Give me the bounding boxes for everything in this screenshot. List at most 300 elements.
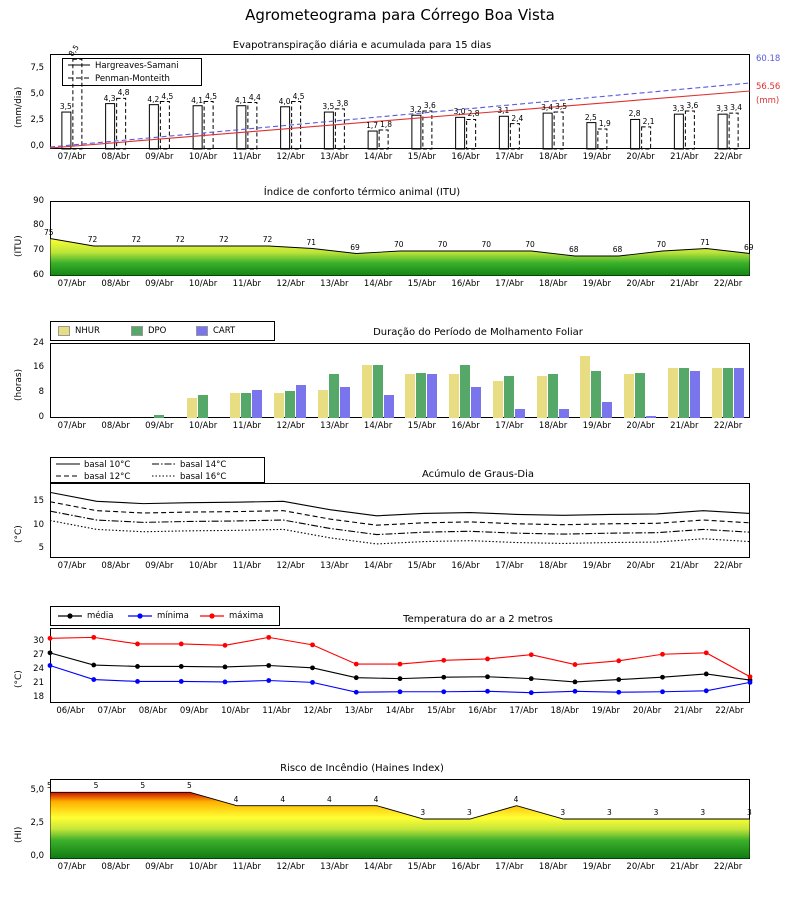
temperatura-marker bbox=[573, 689, 578, 694]
temperatura-marker bbox=[179, 664, 184, 669]
x-tick-label: 14/Abr bbox=[363, 421, 393, 431]
x-tick-label: 17/Abr bbox=[495, 152, 524, 162]
x-tick-label: 16/Abr bbox=[468, 706, 497, 716]
temperatura-marker bbox=[354, 662, 359, 667]
haines-value-label: 4 bbox=[233, 794, 239, 804]
x-tick-label: 10/Abr bbox=[188, 561, 218, 571]
x-tick-label: 16/Abr bbox=[451, 421, 480, 431]
temperatura-marker bbox=[660, 652, 665, 657]
bar-penman bbox=[160, 102, 169, 150]
itu-value-label: 70 bbox=[481, 240, 492, 249]
bar-penman bbox=[335, 109, 344, 149]
bar-nhur bbox=[493, 381, 503, 419]
panel4-title: Acúmulo de Graus-Dia bbox=[421, 469, 535, 480]
bar-nhur bbox=[362, 365, 372, 418]
x-tick-label: 21/Abr bbox=[670, 279, 699, 289]
itu-value-label: 68 bbox=[569, 245, 579, 254]
temperatura-marker bbox=[660, 689, 665, 694]
x-tick-label: 22/Abr bbox=[713, 421, 743, 431]
bar-hargreaves bbox=[674, 114, 683, 149]
temperatura-marker bbox=[135, 642, 140, 647]
x-tick-label: 09/Abr bbox=[145, 862, 174, 872]
bar-dpo bbox=[329, 374, 339, 418]
panel4-legend-label-2: basal 14°C bbox=[180, 460, 227, 470]
temperatura-marker bbox=[310, 665, 315, 670]
panel3-legend-label-0: NHUR bbox=[75, 326, 100, 336]
panel4-legend-label-0: basal 10°C bbox=[84, 460, 131, 470]
bar-cart bbox=[296, 385, 306, 418]
bar-penman bbox=[117, 98, 126, 149]
x-tick-label: 14/Abr bbox=[363, 279, 393, 289]
bar-hargreaves bbox=[324, 112, 333, 149]
temperatura-marker bbox=[223, 665, 228, 670]
temperatura-marker bbox=[179, 679, 184, 684]
x-tick-label: 09/Abr bbox=[145, 152, 174, 162]
panel1-ytick-1: 2,5 bbox=[30, 115, 44, 125]
haines-value-label: 5 bbox=[93, 781, 99, 791]
x-tick-label: 07/Abr bbox=[57, 561, 87, 571]
bar-cart bbox=[340, 387, 350, 418]
itu-value-label: 70 bbox=[525, 240, 535, 249]
x-tick-label: 13/Abr bbox=[344, 706, 373, 716]
bar-value-label: 2,1 bbox=[642, 116, 655, 126]
panel4-legend-label-1: basal 12°C bbox=[84, 472, 131, 482]
x-tick-label: 11/Abr bbox=[232, 152, 262, 162]
temperatura-marker bbox=[398, 676, 403, 681]
temperatura-marker bbox=[485, 674, 490, 679]
itu-value-label: 68 bbox=[612, 245, 623, 254]
panel1-legend-label-1: Penman-Monteith bbox=[95, 74, 170, 84]
bar-hargreaves bbox=[62, 112, 71, 149]
bar-value-label: 4,0 bbox=[278, 96, 291, 106]
x-tick-label: 10/Abr bbox=[188, 152, 218, 162]
bar-dpo bbox=[591, 371, 601, 418]
itu-value-label: 72 bbox=[219, 235, 229, 244]
bar-value-label: 3,6 bbox=[423, 101, 436, 110]
x-tick-label: 20/Abr bbox=[626, 152, 655, 162]
bar-value-label: 1,8 bbox=[380, 120, 393, 129]
x-tick-label: 17/Abr bbox=[495, 279, 524, 289]
bar-value-label: 2,5 bbox=[584, 112, 597, 122]
x-tick-label: 18/Abr bbox=[538, 421, 568, 431]
x-tick-label: 18/Abr bbox=[538, 862, 568, 872]
bar-hargreaves bbox=[718, 114, 727, 149]
panel5-ytick-3: 27 bbox=[33, 650, 44, 660]
temperatura-marker bbox=[354, 690, 359, 695]
temperatura-marker bbox=[616, 677, 621, 682]
bar-cart bbox=[646, 416, 656, 418]
x-tick-label: 18/Abr bbox=[538, 561, 568, 571]
x-tick-label: 09/Abr bbox=[179, 706, 209, 716]
bar-nhur bbox=[537, 376, 547, 418]
x-tick-label: 08/Abr bbox=[101, 152, 130, 162]
temperatura-marker bbox=[135, 679, 140, 684]
bar-dpo bbox=[460, 365, 470, 418]
temperatura-marker bbox=[310, 642, 315, 647]
bar-nhur bbox=[187, 398, 197, 418]
bar-value-label: 3,4 bbox=[730, 103, 743, 113]
temperatura-marker bbox=[266, 635, 271, 640]
panel2-ylabel: (ITU) bbox=[14, 235, 24, 257]
x-tick-label: 07/Abr bbox=[97, 706, 126, 716]
bar-nhur bbox=[449, 374, 459, 418]
temperatura-marker bbox=[485, 657, 490, 662]
bar-value-label: 3,5 bbox=[322, 102, 335, 112]
haines-value-label: 3 bbox=[467, 808, 472, 817]
bar-penman bbox=[554, 112, 563, 149]
x-tick-label: 22/Abr bbox=[713, 152, 743, 162]
x-tick-label: 08/Abr bbox=[101, 862, 130, 872]
bar-hargreaves bbox=[193, 106, 202, 149]
temperatura-marker bbox=[704, 672, 709, 677]
temperatura-marker bbox=[48, 663, 53, 668]
temperatura-marker bbox=[573, 680, 578, 685]
panel-molhamento-foliar bbox=[0, 315, 800, 440]
temperatura-marker bbox=[529, 690, 534, 695]
haines-value-label: 3 bbox=[700, 808, 706, 817]
temperatura-marker bbox=[91, 635, 96, 640]
panel4-legend-label-3: basal 16°C bbox=[180, 472, 227, 482]
x-tick-label: 18/Abr bbox=[538, 152, 568, 162]
bar-value-label: 4,8 bbox=[117, 88, 130, 98]
panel3-legend-label-2: CART bbox=[213, 326, 236, 336]
bar-value-label: 4,1 bbox=[191, 95, 204, 105]
panel5-ytick-2: 24 bbox=[33, 664, 44, 674]
x-tick-label: 15/Abr bbox=[407, 862, 437, 872]
temperatura-marker bbox=[223, 680, 228, 685]
bar-value-label: 2,4 bbox=[511, 113, 524, 123]
x-tick-label: 10/Abr bbox=[188, 421, 218, 431]
x-tick-label: 13/Abr bbox=[320, 279, 349, 289]
x-tick-label: 19/Abr bbox=[582, 421, 612, 431]
bar-value-label: 3,5 bbox=[59, 102, 72, 112]
haines-value-label: 3 bbox=[747, 808, 752, 817]
temperatura-marker bbox=[660, 675, 665, 680]
bar-nhur bbox=[668, 368, 678, 418]
haines-value-label: 4 bbox=[373, 794, 379, 804]
x-tick-label: 11/Abr bbox=[262, 706, 291, 716]
bar-cart bbox=[690, 371, 700, 418]
bar-dpo bbox=[416, 373, 426, 418]
bar-penman bbox=[729, 113, 738, 149]
temperatura-marker bbox=[748, 680, 753, 685]
itu-value-label: 72 bbox=[87, 235, 98, 244]
x-tick-label: 07/Abr bbox=[57, 421, 87, 431]
itu-value-label: 70 bbox=[437, 240, 448, 249]
haines-value-label: 4 bbox=[327, 794, 332, 804]
bar-nhur bbox=[580, 356, 590, 419]
haines-value-label: 5 bbox=[47, 781, 52, 791]
panel4-ylabel: (°C) bbox=[14, 525, 24, 543]
bar-value-label: 1,9 bbox=[598, 118, 611, 128]
temperatura-marker bbox=[354, 675, 359, 680]
bar-dpo bbox=[548, 374, 558, 418]
temperatura-marker bbox=[398, 689, 403, 694]
panel3-legend-swatch-cart bbox=[196, 326, 208, 336]
temperatura-marker bbox=[48, 650, 53, 655]
itu-value-label: 69 bbox=[744, 242, 754, 252]
panel5-title: Temperatura do ar a 2 metros bbox=[403, 614, 553, 625]
x-tick-label: 13/Abr bbox=[320, 561, 349, 571]
x-tick-label: 10/Abr bbox=[188, 279, 218, 289]
bar-cart bbox=[252, 390, 262, 418]
x-tick-label: 22/Abr bbox=[713, 862, 743, 872]
temperatura-marker bbox=[91, 663, 96, 668]
bar-hargreaves bbox=[631, 119, 640, 149]
bar-value-label: 3,1 bbox=[497, 106, 510, 116]
bar-penman bbox=[642, 127, 651, 149]
itu-value-label: 72 bbox=[131, 235, 142, 244]
x-tick-label: 21/Abr bbox=[670, 561, 699, 571]
panel3-ytick-0: 0 bbox=[38, 412, 44, 422]
x-tick-label: 21/Abr bbox=[670, 421, 699, 431]
x-tick-label: 08/Abr bbox=[101, 279, 130, 289]
bar-nhur bbox=[624, 374, 634, 418]
itu-value-label: 71 bbox=[700, 237, 710, 247]
x-tick-label: 16/Abr bbox=[451, 279, 480, 289]
temperatura-marker bbox=[704, 688, 709, 693]
x-tick-label: 12/Abr bbox=[276, 421, 305, 431]
x-tick-label: 14/Abr bbox=[363, 152, 393, 162]
bar-value-label: 4,2 bbox=[147, 94, 160, 104]
x-tick-label: 16/Abr bbox=[451, 561, 480, 571]
temperatura-marker bbox=[441, 675, 446, 680]
x-tick-label: 21/Abr bbox=[670, 862, 699, 872]
haines-value-label: 3 bbox=[420, 808, 426, 817]
panel4-ytick-2: 15 bbox=[33, 496, 44, 506]
x-tick-label: 10/Abr bbox=[221, 706, 250, 716]
bar-dpo bbox=[198, 395, 208, 418]
x-tick-label: 17/Abr bbox=[495, 862, 524, 872]
panel1-accum-red: 56.56 bbox=[756, 82, 781, 92]
bar-nhur bbox=[712, 368, 722, 418]
bar-hargreaves bbox=[499, 116, 508, 149]
bar-hargreaves bbox=[237, 106, 246, 149]
panel-evapotranspiracao bbox=[0, 28, 800, 173]
x-tick-label: 08/Abr bbox=[101, 421, 130, 431]
x-tick-label: 20/Abr bbox=[626, 561, 655, 571]
bar-nhur bbox=[318, 390, 328, 418]
bar-value-label: 4,1 bbox=[234, 95, 247, 105]
temperatura-line bbox=[50, 637, 750, 676]
bar-hargreaves bbox=[412, 115, 421, 149]
x-tick-label: 15/Abr bbox=[407, 279, 437, 289]
x-tick-label: 14/Abr bbox=[385, 706, 415, 716]
bar-cart bbox=[602, 402, 612, 418]
temperatura-marker bbox=[529, 652, 534, 657]
x-tick-label: 16/Abr bbox=[451, 862, 480, 872]
bar-penman bbox=[379, 130, 388, 149]
bar-dpo bbox=[285, 391, 295, 418]
temperatura-marker bbox=[704, 650, 709, 655]
panel1-ytick-0: 0,0 bbox=[30, 141, 44, 151]
bar-value-label: 3,2 bbox=[409, 105, 422, 115]
temperatura-marker bbox=[179, 642, 184, 647]
panel4-ytick-1: 10 bbox=[33, 520, 44, 530]
temperatura-marker bbox=[573, 662, 578, 667]
panel1-legend-label-0: Hargreaves-Samani bbox=[95, 61, 179, 71]
itu-value-label: 72 bbox=[262, 235, 273, 244]
bar-penman bbox=[685, 111, 694, 149]
panel-temperatura bbox=[0, 600, 800, 725]
panel3-title: Duração do Período de Molhamento Foliar bbox=[373, 327, 583, 338]
temperatura-marker bbox=[91, 677, 96, 682]
bar-nhur bbox=[274, 393, 284, 418]
x-tick-label: 10/Abr bbox=[188, 862, 218, 872]
panel2-ytick-1: 70 bbox=[33, 245, 44, 255]
bar-value-label: 3,3 bbox=[716, 104, 729, 114]
x-tick-label: 12/Abr bbox=[276, 152, 305, 162]
x-tick-label: 12/Abr bbox=[303, 706, 332, 716]
panel5-legend-label-2: máxima bbox=[229, 611, 264, 621]
itu-value-label: 71 bbox=[306, 237, 317, 247]
bar-dpo bbox=[241, 393, 251, 418]
x-tick-label: 11/Abr bbox=[232, 421, 262, 431]
panel1-accum-line-pm bbox=[50, 83, 750, 147]
x-tick-label: 21/Abr bbox=[674, 706, 703, 716]
bar-value-label: 3,8 bbox=[336, 98, 349, 108]
itu-value-label: 69 bbox=[350, 242, 360, 252]
bar-value-label: 3,3 bbox=[672, 104, 685, 114]
bar-hargreaves bbox=[149, 105, 158, 149]
x-tick-label: 13/Abr bbox=[320, 862, 349, 872]
panel5-ytick-4: 30 bbox=[33, 636, 44, 646]
bar-value-label: 3,5 bbox=[555, 102, 568, 112]
temperatura-marker bbox=[266, 678, 271, 683]
bar-penman bbox=[248, 103, 257, 149]
panel3-ytick-3: 24 bbox=[33, 338, 44, 348]
panel5-ylabel: (°C) bbox=[14, 670, 24, 688]
x-tick-label: 07/Abr bbox=[57, 862, 87, 872]
x-tick-label: 19/Abr bbox=[591, 706, 621, 716]
temperatura-marker bbox=[529, 676, 534, 681]
panel3-legend-swatch-dpo bbox=[131, 326, 143, 336]
x-tick-label: 14/Abr bbox=[363, 561, 393, 571]
bar-dpo bbox=[723, 368, 733, 418]
panel3-ytick-2: 16 bbox=[33, 362, 44, 372]
panel3-ytick-1: 8 bbox=[38, 387, 44, 397]
bar-cart bbox=[559, 409, 569, 418]
bar-value-label: 2,8 bbox=[628, 109, 641, 119]
haines-value-label: 3 bbox=[607, 808, 612, 817]
bar-dpo bbox=[679, 368, 689, 418]
bar-hargreaves bbox=[368, 131, 377, 149]
temperatura-marker bbox=[266, 663, 271, 668]
x-tick-label: 19/Abr bbox=[582, 862, 612, 872]
panel2-ytick-2: 80 bbox=[33, 220, 44, 230]
bar-penman bbox=[510, 124, 519, 149]
x-tick-label: 19/Abr bbox=[582, 279, 612, 289]
panel6-ytick-1: 2,5 bbox=[30, 818, 44, 828]
temperatura-marker bbox=[398, 662, 403, 667]
temperatura-marker bbox=[485, 689, 490, 694]
x-tick-label: 20/Abr bbox=[626, 421, 655, 431]
panel5-ytick-1: 21 bbox=[33, 678, 44, 688]
bar-hargreaves bbox=[587, 123, 596, 149]
bar-cart bbox=[471, 387, 481, 418]
haines-value-label: 4 bbox=[280, 794, 286, 804]
bar-value-label: 3,6 bbox=[686, 101, 699, 110]
panel3-legend-swatch-nhur bbox=[58, 326, 70, 336]
panel6-ytick-0: 0,0 bbox=[30, 851, 44, 861]
temperatura-marker bbox=[616, 658, 621, 663]
x-tick-label: 17/Abr bbox=[509, 706, 538, 716]
panel4-ytick-0: 5 bbox=[38, 543, 44, 553]
x-tick-label: 19/Abr bbox=[582, 561, 612, 571]
x-tick-label: 07/Abr bbox=[57, 279, 87, 289]
panel6-ylabel: (HI) bbox=[14, 826, 24, 843]
x-tick-label: 13/Abr bbox=[320, 421, 349, 431]
x-tick-label: 22/Abr bbox=[713, 279, 743, 289]
temperatura-marker bbox=[135, 664, 140, 669]
temperatura-marker bbox=[310, 680, 315, 685]
x-tick-label: 12/Abr bbox=[276, 561, 305, 571]
x-tick-label: 08/Abr bbox=[138, 706, 168, 716]
x-tick-label: 09/Abr bbox=[145, 279, 174, 289]
x-tick-label: 17/Abr bbox=[495, 421, 524, 431]
bar-penman bbox=[467, 119, 476, 149]
panel6-title: Risco de Incêndio (Haines Index) bbox=[280, 763, 444, 774]
bar-nhur bbox=[405, 374, 415, 418]
panel-risco-incendio bbox=[0, 755, 800, 885]
x-tick-label: 15/Abr bbox=[426, 706, 456, 716]
bar-value-label: 3,0 bbox=[453, 107, 466, 117]
x-tick-label: 15/Abr bbox=[407, 561, 437, 571]
temperatura-marker bbox=[441, 658, 446, 663]
x-tick-label: 11/Abr bbox=[232, 279, 262, 289]
panel2-ytick-0: 60 bbox=[33, 270, 44, 280]
bar-value-label: 4,5 bbox=[292, 91, 305, 101]
panel3-ylabel: (horas) bbox=[14, 368, 24, 401]
bar-penman bbox=[73, 59, 82, 149]
x-tick-label: 11/Abr bbox=[232, 561, 262, 571]
x-tick-label: 12/Abr bbox=[276, 862, 305, 872]
panel1-accum-blue: 60.18 bbox=[756, 54, 781, 64]
x-tick-label: 11/Abr bbox=[232, 862, 262, 872]
haines-value-label: 5 bbox=[187, 781, 192, 791]
x-tick-label: 09/Abr bbox=[145, 561, 174, 571]
x-tick-label: 14/Abr bbox=[363, 862, 393, 872]
panel1-title: Evapotranspiração diária e acumulada para 15 dias bbox=[232, 40, 492, 51]
haines-value-label: 5 bbox=[140, 781, 146, 791]
x-tick-label: 16/Abr bbox=[451, 152, 480, 162]
bar-value-label: 8,5 bbox=[66, 43, 81, 59]
temperatura-marker bbox=[223, 643, 228, 648]
panel3-legend-label-1: DPO bbox=[148, 326, 167, 336]
panel-itu bbox=[0, 185, 800, 300]
bar-hargreaves bbox=[281, 107, 290, 149]
panel5-legend-label-1: mínima bbox=[157, 611, 189, 621]
itu-value-label: 70 bbox=[656, 240, 667, 249]
panel1-accum-unit: (mm) bbox=[756, 96, 780, 106]
x-tick-label: 18/Abr bbox=[538, 279, 568, 289]
panel-graus-dia bbox=[0, 455, 800, 580]
x-tick-label: 22/Abr bbox=[713, 561, 743, 571]
x-tick-label: 21/Abr bbox=[670, 152, 699, 162]
x-tick-label: 17/Abr bbox=[495, 561, 524, 571]
itu-value-label: 70 bbox=[394, 240, 404, 249]
temperatura-marker bbox=[616, 690, 621, 695]
x-tick-label: 06/Abr bbox=[56, 706, 85, 716]
panel5-ytick-0: 18 bbox=[33, 692, 44, 702]
x-tick-label: 19/Abr bbox=[582, 152, 612, 162]
bar-cart bbox=[734, 368, 744, 418]
bar-hargreaves bbox=[456, 117, 465, 149]
bar-value-label: 4,5 bbox=[161, 91, 174, 101]
temperatura-marker bbox=[441, 689, 446, 694]
bar-value-label: 4,4 bbox=[248, 92, 261, 102]
bar-dpo bbox=[635, 373, 645, 418]
